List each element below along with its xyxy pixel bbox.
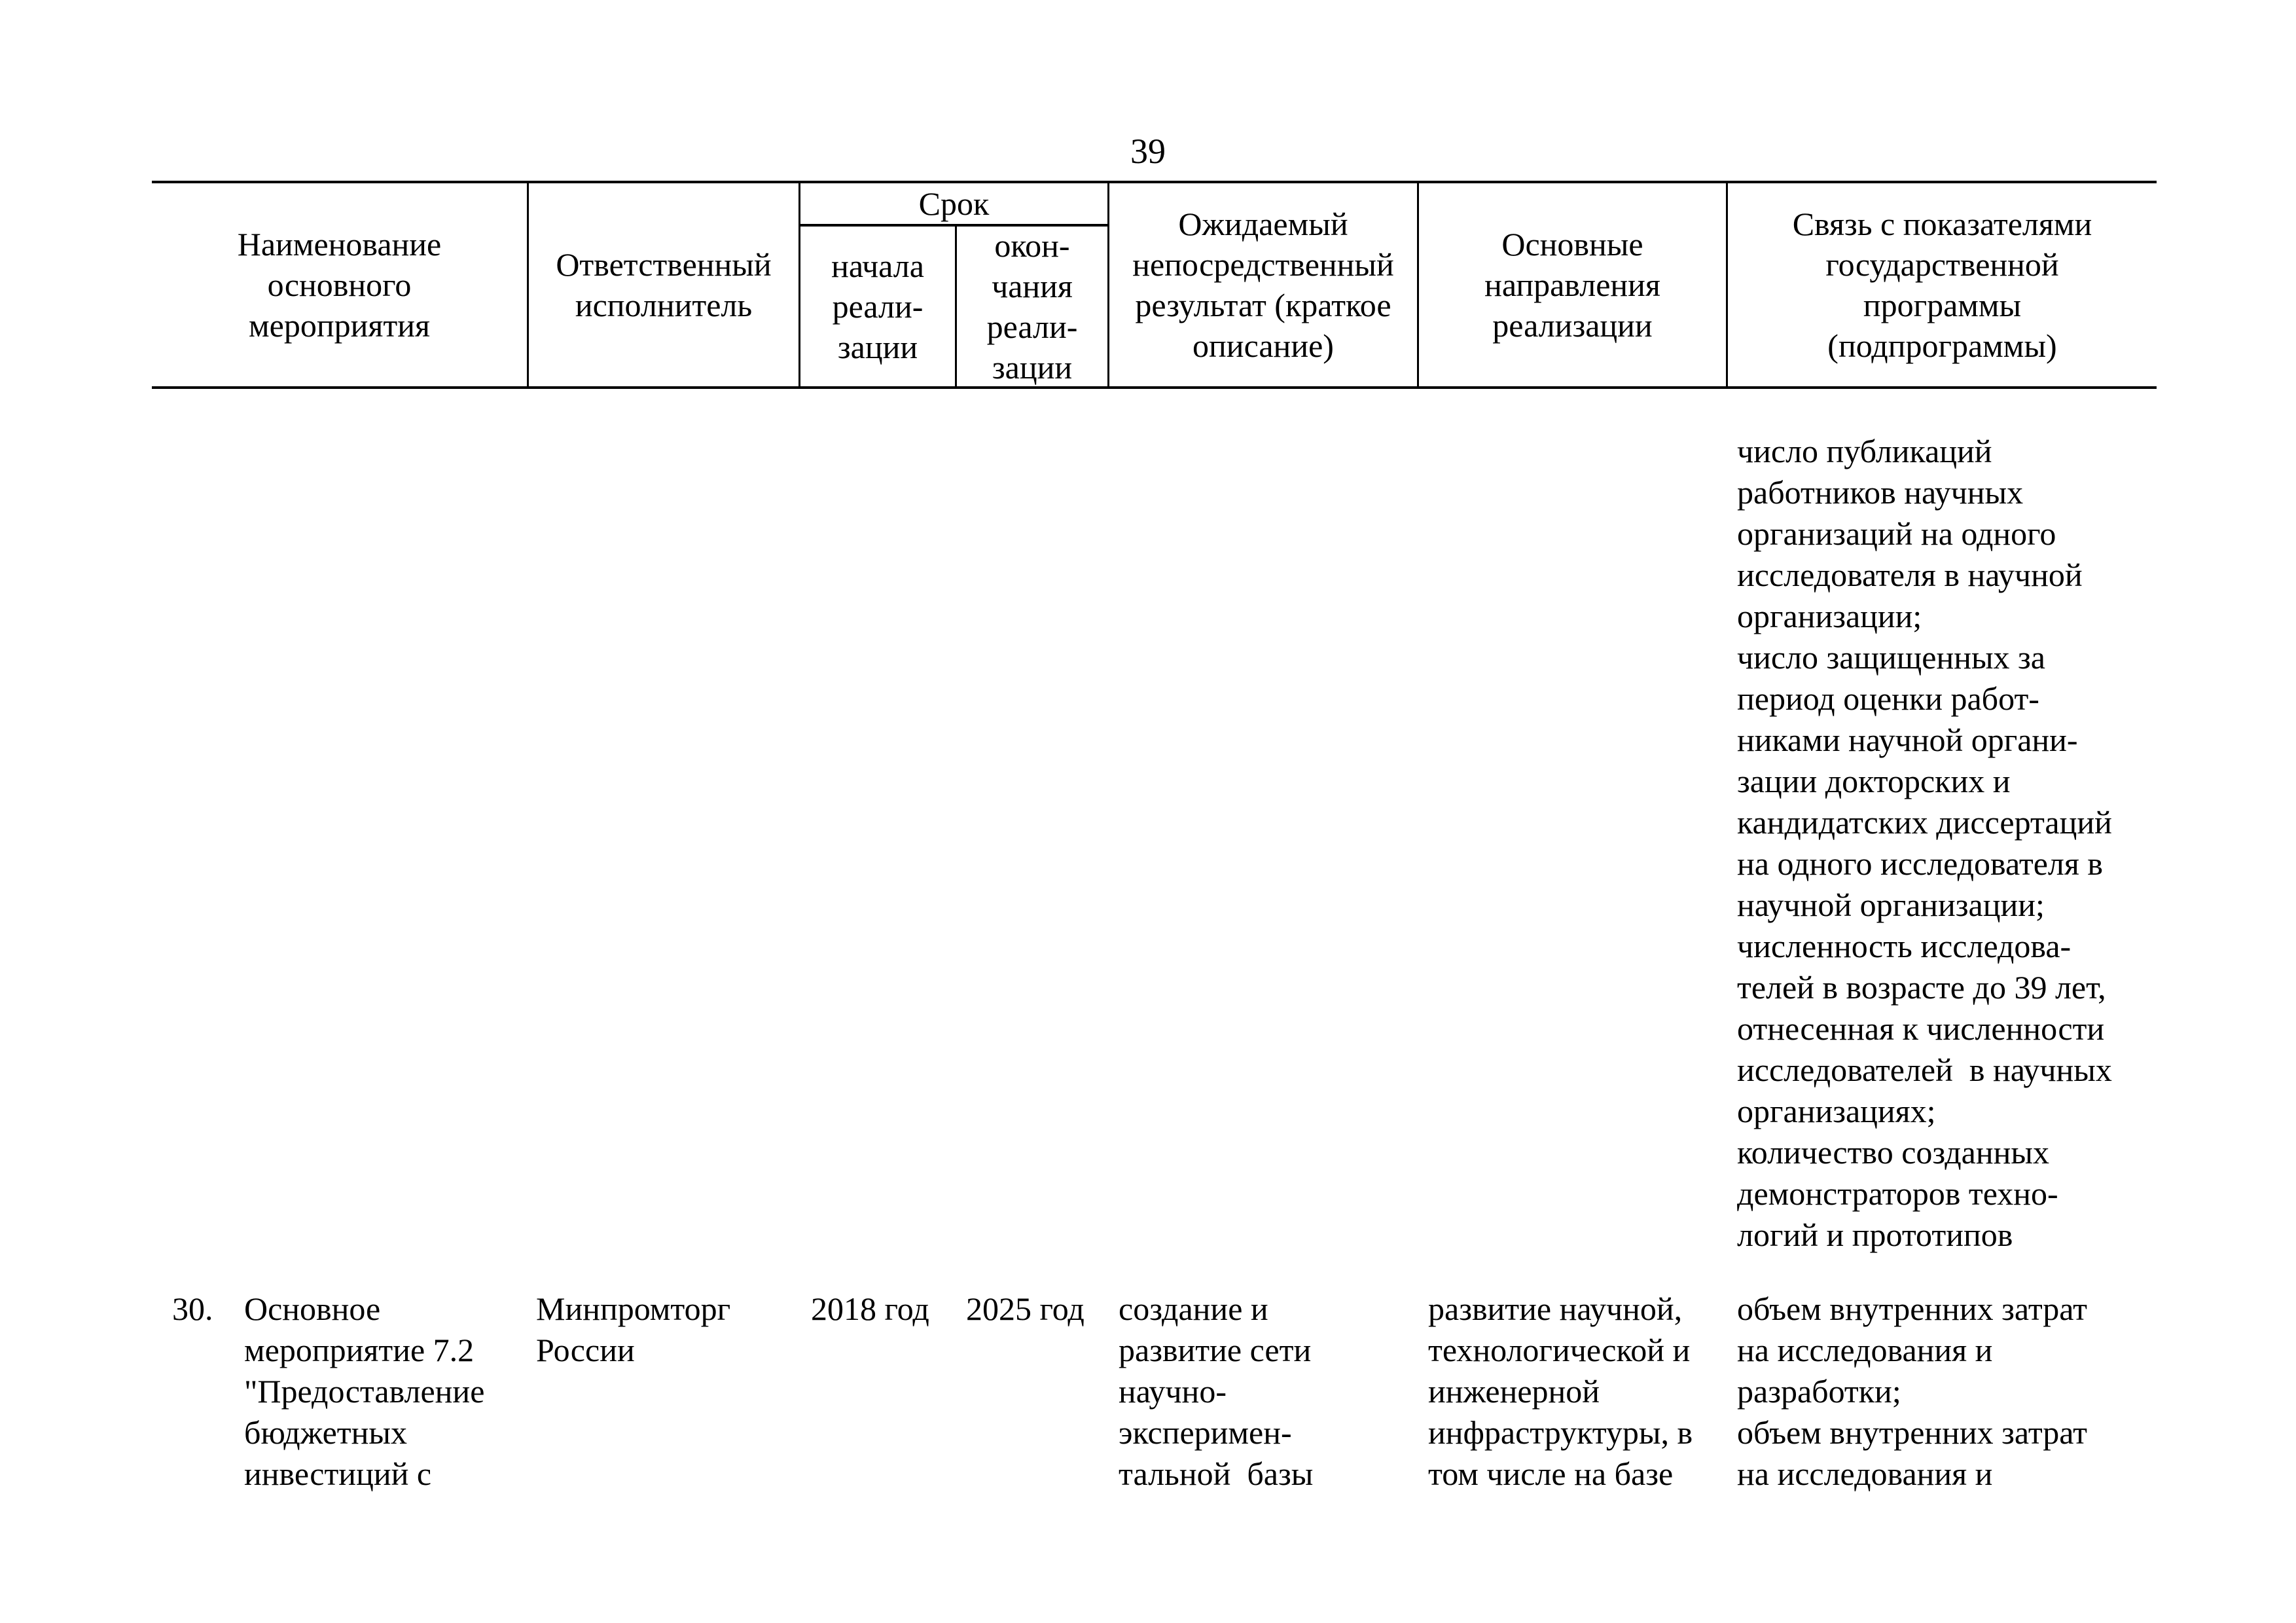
text-line: чания — [992, 268, 1073, 304]
text-line: развитие научной, — [1428, 1290, 1683, 1327]
text-block — [172, 1288, 213, 1330]
text-line: организации; — [1737, 598, 1922, 634]
text-line: (подпрограммы) — [1827, 327, 2057, 364]
text-line: число публикаций — [1737, 433, 1992, 469]
text-line: отнесенная к численности — [1737, 1010, 2105, 1047]
table-header-bottom-rule — [152, 386, 2157, 389]
text-line: исследователей в научных — [1737, 1051, 2112, 1088]
header-link — [1728, 183, 2157, 386]
row30-responsible — [536, 1288, 730, 1371]
row30-link — [1737, 1288, 2087, 1495]
text-line: работников научных — [1737, 474, 2024, 511]
text-block — [987, 225, 1078, 388]
text-block — [1793, 204, 2092, 366]
text-line: программы — [1863, 287, 2022, 323]
text-line: государственной — [1825, 246, 2059, 283]
text-line: инвестиций с — [244, 1455, 432, 1492]
text-line: период оценки работ- — [1737, 680, 2039, 717]
text-line: бюджетных — [244, 1414, 407, 1451]
continuation-link-cell — [1737, 431, 2112, 1256]
text-line: создание и — [1119, 1290, 1268, 1327]
text-line: никами научной органи- — [1737, 721, 2078, 758]
text-line: том числе на базе — [1428, 1455, 1674, 1492]
text-line: число защищенных за — [1737, 639, 2045, 676]
header-name — [152, 183, 527, 386]
text-line: научно- — [1119, 1373, 1227, 1410]
header-start — [800, 227, 955, 386]
text-line: 30. — [172, 1290, 213, 1327]
text-block — [1119, 1288, 1313, 1495]
text-line: направления — [1484, 266, 1660, 303]
text-line: реализации — [1492, 307, 1653, 344]
text-line: "Предоставление — [244, 1373, 485, 1410]
text-block — [1428, 1288, 1693, 1495]
text-block — [1737, 1288, 2087, 1495]
text-line: инфраструктуры, в — [1428, 1414, 1693, 1451]
text-line: описание) — [1193, 327, 1334, 364]
text-line: объем внутренних затрат — [1737, 1414, 2088, 1451]
text-line: реали- — [986, 308, 1078, 345]
text-line: численность исследова- — [1737, 928, 2072, 964]
header-term — [800, 183, 1107, 224]
text-line: России — [536, 1332, 635, 1368]
page-number: 39 — [1130, 132, 1166, 171]
row30-number — [172, 1288, 213, 1330]
text-line: эксперимен- — [1119, 1414, 1292, 1451]
text-line: разработки; — [1737, 1373, 1901, 1410]
text-line: реали- — [832, 288, 924, 325]
text-line: на одного исследователя в — [1737, 845, 2103, 882]
text-line: мероприятие 7.2 — [244, 1332, 475, 1368]
row30-result — [1119, 1288, 1313, 1495]
header-term-label: Срок — [918, 185, 990, 222]
text-line: окон- — [994, 227, 1070, 264]
text-line: на исследования и — [1737, 1332, 1993, 1368]
text-line: технологической и — [1428, 1332, 1691, 1368]
text-block — [1132, 204, 1394, 366]
text-block — [244, 1288, 484, 1495]
text-line: 2018 год — [811, 1290, 929, 1327]
text-block — [1484, 224, 1660, 346]
text-line: Ответственный — [556, 246, 772, 283]
text-line: начала — [831, 247, 924, 284]
header-end — [957, 227, 1107, 386]
text-block — [536, 1288, 730, 1371]
header-directions — [1419, 183, 1726, 386]
text-line: Минпромторг — [536, 1290, 731, 1327]
text-line: развитие сети — [1119, 1332, 1312, 1368]
text-line: логий и прототипов — [1737, 1216, 2013, 1253]
text-line: зации — [837, 329, 918, 365]
text-line: организациях; — [1737, 1093, 1936, 1129]
text-block — [1737, 431, 2112, 1256]
text-line: Ожидаемый — [1178, 206, 1348, 242]
text-line: тальной базы — [1119, 1455, 1314, 1492]
text-line: кандидатских диссертаций — [1737, 804, 2112, 841]
header-result — [1109, 183, 1417, 386]
text-line: на исследования и — [1737, 1455, 1993, 1492]
text-line: зации — [992, 349, 1073, 386]
row30-end — [966, 1288, 1085, 1330]
text-block — [831, 246, 924, 367]
text-line: количество созданных — [1737, 1134, 2049, 1171]
row30-directions — [1428, 1288, 1693, 1495]
text-line: организаций на одного — [1737, 515, 2056, 552]
text-line: Связь с показателями — [1792, 206, 2092, 242]
header-responsible — [529, 183, 798, 386]
text-line: Основные — [1501, 226, 1643, 263]
text-line: исследователя в научной — [1737, 556, 2083, 593]
text-line: инженерной — [1428, 1373, 1600, 1410]
text-line: зации докторских и — [1737, 763, 2011, 799]
text-line: исполнитель — [575, 287, 753, 323]
text-line: мероприятия — [249, 307, 430, 344]
text-line: непосредственный — [1132, 246, 1394, 283]
text-line: телей в возрасте до 39 лет, — [1737, 969, 2106, 1006]
row30-start — [811, 1288, 929, 1330]
text-line: демонстраторов техно- — [1737, 1175, 2058, 1212]
text-block — [556, 244, 771, 325]
text-block — [238, 224, 442, 346]
text-line: результат (краткое — [1135, 287, 1391, 323]
text-line: Основное — [244, 1290, 381, 1327]
text-line: объем внутренних затрат — [1737, 1290, 2088, 1327]
text-line: Наименование — [237, 226, 442, 263]
text-line: научной организации; — [1737, 886, 2045, 923]
text-line: основного — [267, 266, 412, 303]
text-line: 2025 год — [966, 1290, 1085, 1327]
text-block — [966, 1288, 1085, 1330]
text-block — [811, 1288, 929, 1330]
row30-name — [244, 1288, 484, 1495]
